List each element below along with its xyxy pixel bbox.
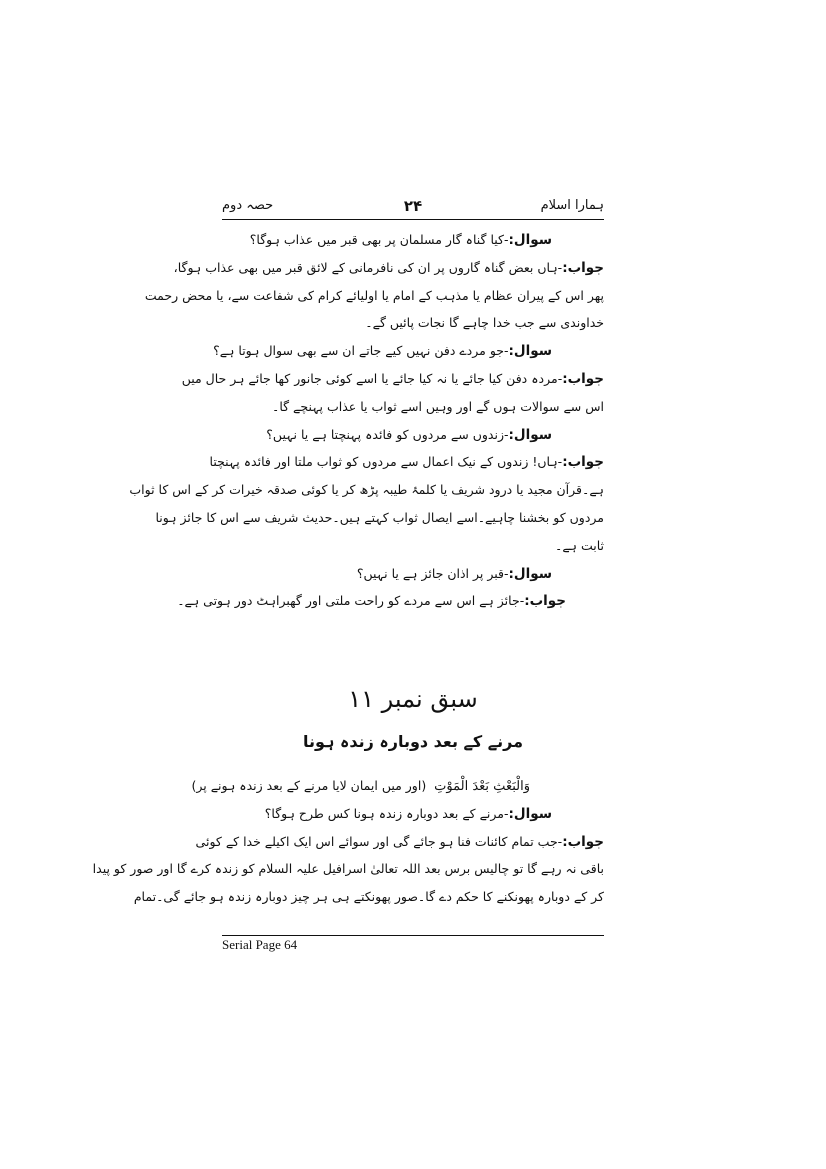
text-line: باقی نہ رہے گا تو چالیس برس بعد اللہ تعالیٰ اسرافیل علیہ السلام کو زندہ کرے گا اور صور کو پیدا	[92, 861, 604, 877]
serial-page-label: Serial Page 64	[222, 937, 298, 952]
answer-text: -ہاں بعض گناہ گاروں پر ان کی نافرمانی کے لائق قبر میں بھی عذاب ہوگا،	[173, 259, 563, 275]
qa-section	[129, 226, 604, 615]
arabic-verse-line	[191, 772, 604, 800]
answer-label: جواب:	[562, 833, 604, 850]
question-label: سوال:	[508, 565, 552, 582]
book-page	[92, 196, 604, 956]
text-line: اس سے سوالات ہوں گے اور وہیں اسے ثواب یا عذاب پہنچے گا۔	[272, 398, 604, 414]
text-line: ہے۔قرآن مجید یا درود شریف یا کلمۂ طیبہ پڑھ کر یا کوئی صدقہ خیرات کر کے اس کا ثواب	[129, 482, 604, 498]
question-line	[222, 421, 604, 449]
question-line	[213, 337, 604, 365]
lesson-number: سبق نمبر ۱۱	[348, 685, 478, 713]
question-label: سوال:	[508, 805, 552, 822]
lesson-title: مرنے کے بعد دوبارہ زندہ ہونا	[302, 732, 524, 751]
question-line	[222, 560, 604, 588]
text-line: ثابت ہے۔	[555, 537, 604, 553]
answer-label: جواب:	[562, 370, 604, 387]
page-header	[222, 196, 604, 218]
question-text: -زندوں سے مردوں کو فائدہ پہنچتا ہے یا نہیں؟	[266, 426, 509, 442]
answer-text: -مردہ دفن کیا جائے یا نہ کیا جائے یا اسے کوئی جانور کھا جائے ہر حال میں	[181, 370, 563, 386]
lesson-body	[92, 772, 604, 911]
question-line	[222, 226, 604, 254]
answer-text: -ہاں! زندوں کے نیک اعمال سے مردوں کو ثواب ملتا اور فائدہ پہنچتا	[209, 454, 563, 470]
book-title: ہمارا اسلام	[540, 198, 604, 213]
answer-line	[209, 448, 604, 476]
question-line	[222, 800, 604, 828]
answer-line	[173, 254, 604, 282]
text-line: خداوندی سے جب خدا چاہے گا نجات پائیں گے۔	[365, 315, 604, 331]
footer-rule	[222, 935, 604, 936]
question-text: -کیا گناہ گار مسلمان پر بھی قبر میں عذاب ہوگا؟	[249, 232, 509, 247]
question-text: -مرنے کے بعد دوبارہ زندہ ہونا کس طرح ہوگا؟	[264, 805, 509, 821]
verse-translation: (اور میں ایمان لایا مرنے کے بعد زندہ ہونے پر)	[191, 778, 427, 793]
answer-label: جواب:	[524, 593, 566, 610]
question-label: سوال:	[508, 232, 552, 248]
part-label: حصہ دوم	[222, 198, 274, 213]
answer-text: -جائز ہے اس سے مردے کو راحت ملتی اور گھبراہٹ دور ہوتی ہے۔	[177, 593, 525, 609]
answer-label: جواب:	[562, 259, 604, 276]
answer-line	[195, 828, 604, 856]
text-line: پھر اس کے پیران عظام یا مذہب کے امام یا اولیائے کرام کی شفاعت سے، یا محض رحمت	[144, 287, 604, 303]
header-rule	[222, 219, 604, 220]
question-label: سوال:	[508, 426, 552, 443]
question-text: -قبر پر اذان جائز ہے یا نہیں؟	[356, 565, 509, 581]
answer-label: جواب:	[562, 454, 604, 471]
text-line: مردوں کو بخشنا چاہیے۔اسے ایصال ثواب کہتے ہیں۔حدیث شریف سے اس کا جائز ہونا	[155, 509, 604, 525]
answer-line	[181, 365, 604, 393]
answer-text: -جب تمام کائنات فنا ہو جائے گی اور سوائے اس ایک اکیلے خدا کے کوئی	[195, 833, 563, 849]
answer-line	[177, 587, 604, 615]
text-line: کر کے دوبارہ پھونکنے کا حکم دے گا۔صور پھونکتے ہی ہر چیز دوبارہ زندہ ہو جائے گی۔تمام	[133, 889, 604, 905]
question-label: سوال:	[508, 343, 552, 360]
question-text: -جو مردے دفن نہیں کیے جاتے ان سے بھی سوال ہوتا ہے؟	[213, 343, 509, 359]
arabic-verse: وَالْبَعْثِ بَعْدَ الْمَوْتِ	[434, 779, 530, 794]
page-number: ۲۴	[403, 197, 423, 215]
